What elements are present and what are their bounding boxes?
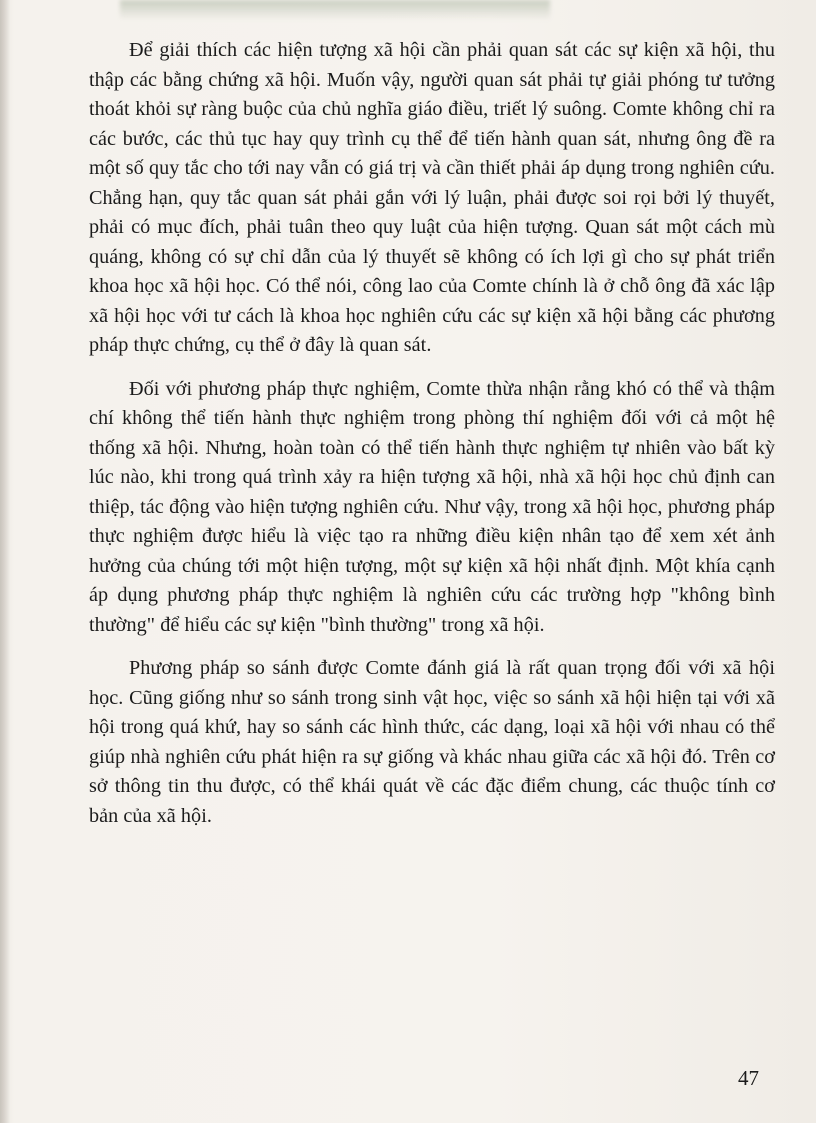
paragraph-experiment: Đối với phương pháp thực nghiệm, Comte thừa nhận rằng khó có thể và thậm chí không thể tiến hành thực nghiệm trong phòng thí nghiệm đối với cả một hệ thống xã hội. Nhưng, hoàn toàn có thể tiến hành thực nghiệm tự nhiên vào bất kỳ lúc nào, khi trong quá trình xảy ra hiện tượng xã hội, nhà xã hội học chủ định can thiệp, tác động vào hiện tượng nghiên cứu. Như vậy, trong xã hội học, phương pháp thực nghiệm được hiểu là việc tạo ra những điều kiện nhân tạo để xem xét ảnh hưởng của chúng tới một hiện tượng, một sự kiện xã hội nhất định. Một khía cạnh áp dụng phương pháp thực nghiệm là nghiên cứu các trường hợp "không bình thường" để hiểu các sự kiện "bình thường" trong xã hội. xyxy=(89,377,775,636)
scan-smudge xyxy=(120,0,550,20)
spine-shadow xyxy=(0,0,10,1123)
page-number: 47 xyxy=(738,1066,759,1090)
paragraph-comparison: Phương pháp so sánh được Comte đánh giá là rất quan trọng đối với xã hội học. Cũng giống như so sánh trong sinh vật học, việc so sánh xã hội hiện tại với xã hội trong quá khứ, hay so sánh các hình thức, các dạng, loại xã hội với nhau có thể giúp nhà nghiên cứu phát hiện ra sự giống và khác nhau giữa các xã hội đó. Trên cơ sở thông tin thu được, có thể khái quát về các đặc điểm chung, các thuộc tính cơ bản của xã hội. xyxy=(89,657,775,827)
paragraph-observation: Để giải thích các hiện tượng xã hội cần phải quan sát các sự kiện xã hội, thu thập các bằng chứng xã hội. Muốn vậy, người quan sát phải tự giải phóng tư tưởng thoát khỏi sự ràng buộc của chủ nghĩa giáo điều, triết lý suông. Comte không chỉ ra các bước, các thủ tục hay quy trình cụ thể để tiến hành quan sát, nhưng ông đề ra một số quy tắc cho tới nay vẫn có giá trị và cần thiết phải áp dụng trong nghiên cứu. Chẳng hạn, quy tắc quan sát phải gắn với lý luận, phải được soi rọi bởi lý thuyết, phải có mục đích, phải tuân theo quy luật của hiện tượng. Quan sát một cách mù quáng, không có sự chỉ dẫn của lý thuyết sẽ không có ích lợi gì cho sự phát triển khoa học xã hội học. Có thể nói, công lao của Comte chính là ở chỗ ông đã xác lập xã hội học với tư cách là khoa học nghiên cứu các sự kiện xã hội bằng các phương pháp thực chứng, cụ thể ở đây là quan sát. xyxy=(89,39,775,356)
body-text xyxy=(89,36,775,831)
